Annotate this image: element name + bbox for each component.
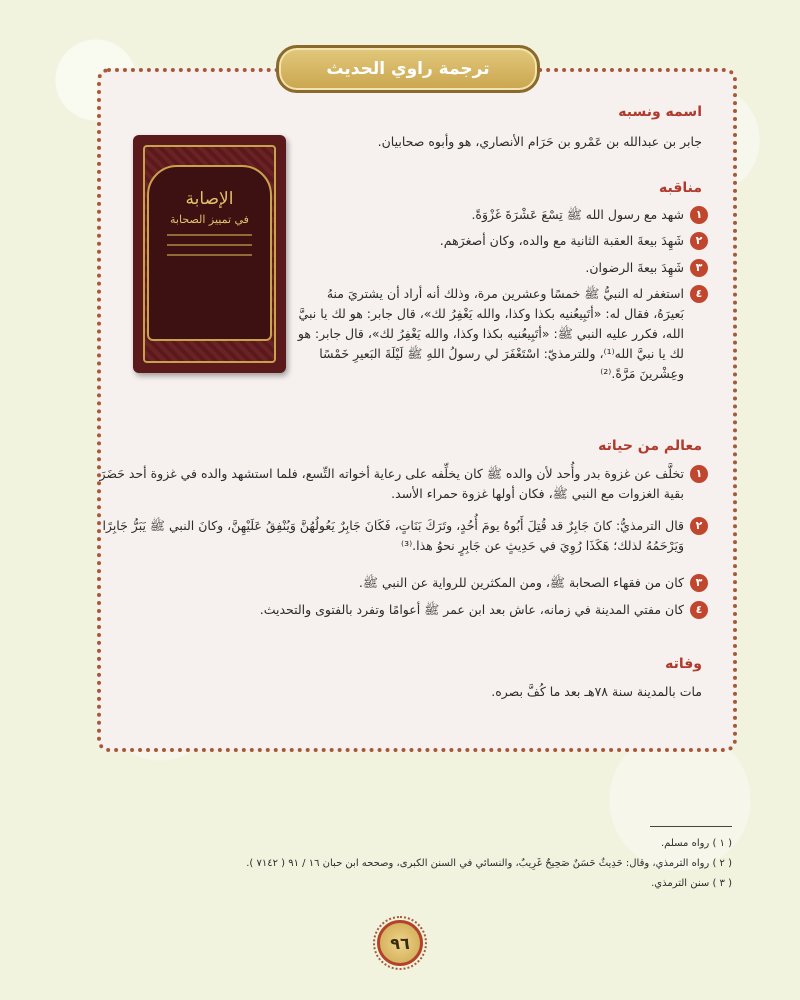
life-item [88,573,708,593]
item-text: كان مفتي المدينة في زمانه، عاش بعد ابن عمر ﷺ أعوامًا وتفرد بالفتوى والتحديث. [259,602,684,617]
page-title: ترجمة راوي الحديث [326,59,490,79]
item-text: استغفر له النبيُّ ﷺ خمسًا وعشرين مرة، وذلك أنه أراد أن يشتريَ منهُ بَعيرَهُ، فقال له: «أتَبِيعُنيه بكذا وكذا، والله يَغْفِرُ لك»، قال جابر: هو لك يا نبيَّ الله، فكرر عليه النبي ﷺ: «أتَبِيعُنيه بكذا وكذا، والله يَغْفِرُ لك»، قال جابر: هو لك يا نبيَّ الله⁽¹⁾، وللترمذيّ: اسْتَغْفَرَ لي رسولُ اللهِ ﷺ لَيْلَةَ البَعيرِ خَمْسًا وعِشْرينَ مَرَّةً.⁽²⁾ [297,286,684,381]
item-text: تخلَّف عن غزوة بدر وأُحد لأن والده ﷺ كان يخلِّفه على رعاية أخواته التِّسع، فلما استشهد والده في غزوة أحد حَضَرَ بقية الغزوات مع النبي ﷺ، فكان أولها غزوة حمراء الأسد. [99,466,684,501]
death-heading: وفاته [665,656,702,672]
book-cover-image [133,135,286,373]
virtue-item [296,284,708,384]
item-number: ٢ [690,517,708,535]
item-text: شَهِدَ بيعةَ العقبة الثانية مع والده، وكان أصغرَهم. [439,233,684,248]
book-ornament-line [167,234,252,236]
item-text: شَهِدَ بيعةَ الرضوان. [585,260,684,275]
life-item [88,600,708,620]
item-text: شهد مع رسول الله ﷺ تِسْعَ عَشْرَةَ غَزْوَةً. [471,207,684,222]
title-banner [276,45,540,93]
virtue-item [296,258,708,278]
life-item [88,464,708,504]
item-number: ٣ [690,574,708,592]
book-subtitle: في تمييز الصحابة [170,213,249,226]
name-heading: اسمه ونسبه [618,104,702,120]
name-text: جابر بن عبدالله بن عَمْرو بن حَرَام الأنصاري، هو وأبوه صحابيان. [377,134,702,149]
book-ornament-line [167,254,252,256]
item-text: قال الترمذيُّ: كانَ جَابِرٌ قد قُتِلَ أَبُوهُ يومَ أُحُدٍ، وتَرَكَ بَنَاتٍ، فَكَانَ جَابِرٌ يَعُولُهُنَّ وَيُنْفِقُ عَلَيْهِنَّ، وكانَ النبي ﷺ يَبَرُّ جَابِرًا وَيَرْحَمُهُ لذلك؛ هَكَذَا رُوِيَ في حَدِيثٍ عن جَابِرٍ نحوُ هذا.⁽³⁾ [102,518,684,553]
virtue-item [296,231,708,251]
life-heading: معالم من حياته [598,438,702,454]
item-text: كان من فقهاء الصحابة ﷺ، ومن المكثرين للرواية عن النبي ﷺ. [358,575,684,590]
book-title: الإصابة [185,189,234,209]
footnote: ( ١ ) رواه مسلم. [660,838,732,849]
footnote: ( ٢ ) رواه الترمذي، وقال: حَدِيثٌ حَسَنٌ صَحِيحٌ غَرِيبٌ، والنسائي في السنن الكبرى، وصححه ابن حبان ١٦ / ٩١ ( ٧١٤٢ ). [246,858,732,869]
item-number: ٤ [690,285,708,303]
item-number: ٤ [690,601,708,619]
footnote-divider [650,826,732,827]
virtues-heading: مناقبه [658,180,702,196]
life-item [88,516,708,556]
death-text: مات بالمدينة سنة ٧٨هـ بعد ما كُفَّ بصره. [491,684,702,699]
virtue-item [296,205,708,225]
item-number: ٢ [690,232,708,250]
item-number: ١ [690,465,708,483]
item-number: ٣ [690,259,708,277]
page-number: ٩٦ [377,920,423,966]
book-cover-panel [147,165,272,341]
book-ornament-line [167,244,252,246]
footnote: ( ٣ ) سنن الترمذي. [651,878,732,889]
item-number: ١ [690,206,708,224]
